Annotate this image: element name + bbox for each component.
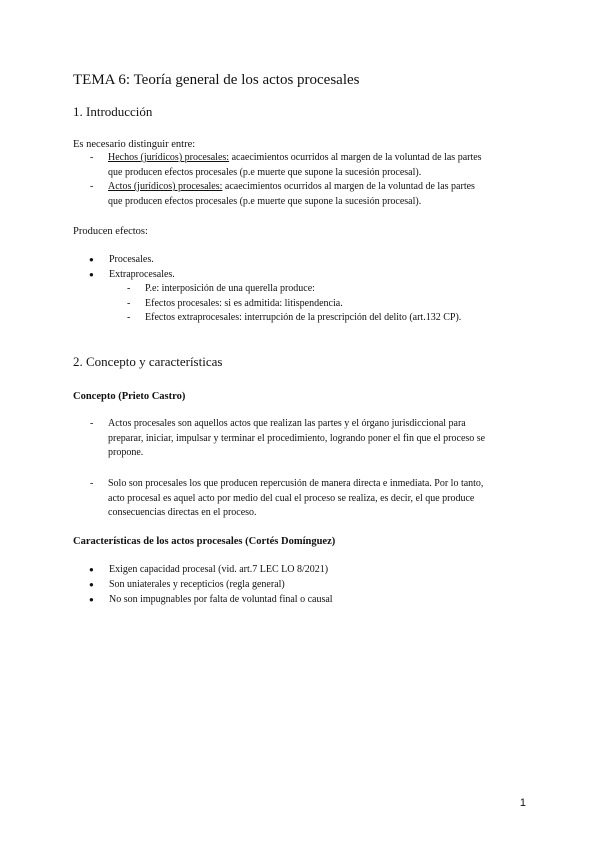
dash-marker: - [127,298,131,309]
concept-heading: Concepto (Prieto Castro) [73,391,186,402]
characteristics-heading: Características de los actos procesales (Cortés Domínguez) [73,536,336,547]
sub-item-text: Efectos procesales: si es admitida: litispendencia. [145,298,343,309]
sub-item-3 [127,311,462,326]
bullet-text: No son impugnables por falta de voluntad final o causal [109,594,333,605]
list-item-actos [90,180,548,209]
paragraph-line: preparar, iniciar, impulsar y terminar el procedimiento, logrando poner el fin que el proceso se [108,432,486,444]
dash-marker: - [127,283,131,294]
paragraph-line: Solo son procesales los que producen repercusión de manera directa e inmediata. Por lo tanto, [108,478,484,489]
bullet-text: Exigen capacidad procesal (vid. art.7 LEC LO 8/2021) [109,564,329,575]
page-number: 1 [519,797,526,809]
concept-paragraph-2 [90,477,558,521]
section-heading-concepto: 2. Concepto y características [73,354,223,369]
paragraph-line: propone. [108,447,144,458]
concept-paragraph-1 [90,417,558,461]
list-item-hechos [90,151,548,180]
section-heading-introduccion: 1. Introducción [73,104,153,119]
dash-marker: - [90,152,94,163]
bullet-char-2 [89,578,285,592]
item-text-line1: acaecimientos ocurridos al margen de la voluntad de las partes [229,152,482,163]
bullet-marker: ● [89,580,94,589]
bullet-char-3 [89,593,333,607]
item-text-line2: que producen efectos procesales (p.e muerte que supone la sucesión procesal). [108,166,422,178]
paragraph-line: consecuencias directas en el proceso. [108,507,257,518]
intro-text: Es necesario distinguir entre: [73,139,196,150]
dash-marker: - [90,478,94,489]
item-text-line2: que producen efectos procesales (p.e muerte que supone la sucesión procesal). [108,195,422,207]
document-title: TEMA 6: Teoría general de los actos procesales [73,72,360,88]
bullet-marker: ● [89,270,94,279]
sub-item-1 [127,282,315,297]
bullet-char-1 [89,563,329,577]
item-text-line1: acaecimientos ocurridos al margen de la voluntad de las partes [222,181,475,192]
effects-label: Producen efectos: [73,226,148,237]
bullet-marker: ● [89,595,94,604]
sub-item-text: P.e: interposición de una querella produce: [145,283,315,294]
bullet-text: Son uniaterales y recepticios (regla general) [109,579,285,590]
term-hechos: Hechos (jurídicos) procesales: [108,152,230,163]
sub-item-2 [127,297,343,312]
dash-marker: - [127,312,131,323]
paragraph-line: acto procesal es aquel acto por medio del cual el proceso se realiza, es decir, el que produce [108,492,475,504]
sub-item-text: Efectos extraprocesales: interrupción de la prescripción del delito (art.132 CP). [145,312,462,323]
paragraph-line: Actos procesales son aquellos actos que realizan las partes y el órgano jurisdiccional para [108,418,466,429]
term-actos: Actos (jurídicos) procesales: [108,181,223,192]
bullet-marker: ● [89,565,94,574]
dash-marker: - [90,418,94,429]
dash-marker: - [90,181,94,192]
bullet-extraprocesales [89,268,175,282]
bullet-text: Procesales. [109,254,154,265]
bullet-marker: ● [89,255,94,264]
bullet-text: Extraprocesales. [109,269,175,280]
bullet-procesales [89,253,154,267]
